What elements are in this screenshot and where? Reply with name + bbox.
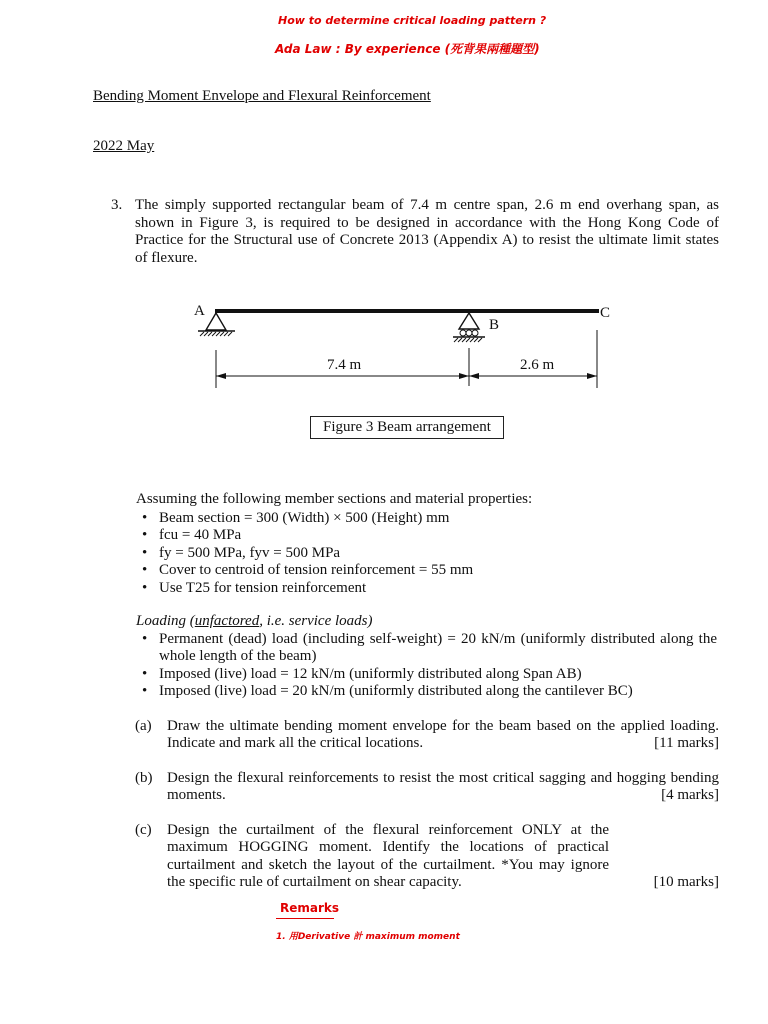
part-label: (c) — [135, 822, 152, 838]
ground-hatch-b — [454, 338, 482, 342]
question-intro: The simply supported rectangular beam of 7.4 m centre span, 2.6 m end overhang span, as shown in Figure 3, is required to be designed in accordance with the Hong Kong Code of Practice for the Structural use of Concrete 2013 (Appendix A) to resist the ultimate limit states of flexure. — [135, 197, 719, 266]
part-c — [135, 822, 719, 894]
page-title: Bending Moment Envelope and Flexural Reinforcement — [93, 88, 431, 104]
remarks-title: Remarks — [280, 901, 340, 915]
ground-hatch-a — [200, 332, 232, 336]
assumption-item: • Beam section = 300 (Width) × 500 (Height) mm — [137, 510, 717, 527]
beam — [215, 309, 599, 313]
loading-title: Loading (unfactored, i.e. service loads) — [136, 613, 373, 629]
remark-1: 1. 用Derivative 計 maximum moment — [276, 932, 460, 942]
beam-figure — [180, 298, 630, 398]
loading-list — [137, 631, 717, 701]
figure-caption: Figure 3 Beam arrangement — [310, 416, 504, 439]
span-bc-label: 2.6 m — [520, 357, 555, 373]
part-label: (a) — [135, 718, 152, 734]
assumption-item: • Use T25 for tension reinforcement — [137, 580, 717, 597]
question-number: 3. — [111, 197, 123, 213]
label-b: B — [489, 317, 500, 333]
pin-support-a — [206, 313, 226, 330]
part-marks: [11 marks] — [654, 735, 719, 752]
part-marks: [4 marks] — [661, 787, 719, 804]
part-a — [135, 718, 719, 758]
assumption-item: • Cover to centroid of tension reinforcement = 55 mm — [137, 562, 717, 579]
assumption-item: • fy = 500 MPa, fyv = 500 MPa — [137, 545, 717, 562]
span-ab-label: 7.4 m — [327, 357, 362, 373]
annotation-line1: How to determine critical loading pattern ? — [278, 14, 547, 27]
roller-support-b — [459, 313, 479, 329]
loading-item: • Imposed (live) load = 20 kN/m (uniformly distributed along the cantilever BC) — [137, 683, 717, 700]
part-text: Design the curtailment of the flexural reinforcement ONLY at the maximum HOGGING moment. Identify the locations of practical curtailment and sketch the layout of the curtailment. *You may ignore the specific rule of curtailment on shear capacity. — [167, 822, 609, 891]
remarks-underline — [276, 918, 334, 919]
part-text: Draw the ultimate bending moment envelope for the beam based on the applied loading. Indicate and mark all the critical locations. — [167, 718, 719, 752]
exam-date: 2022 May — [93, 138, 155, 154]
assumptions-list — [137, 510, 717, 597]
annotation-line2: Ada Law : By experience (死背果兩種題型) — [275, 42, 540, 56]
assumptions-title: Assuming the following member sections and material properties: — [136, 491, 533, 507]
label-c: C — [600, 305, 611, 321]
part-b — [135, 770, 719, 810]
loading-item: • Permanent (dead) load (including self-weight) = 20 kN/m (uniformly distributed along the whole length of the beam) — [137, 631, 717, 666]
loading-item: • Imposed (live) load = 12 kN/m (uniformly distributed along Span AB) — [137, 666, 717, 683]
part-marks: [10 marks] — [653, 874, 719, 891]
label-a: A — [194, 303, 205, 319]
part-text: Design the flexural reinforcements to resist the most critical sagging and hogging bending moments. — [167, 770, 719, 804]
part-label: (b) — [135, 770, 153, 786]
assumption-item: • fcu = 40 MPa — [137, 527, 717, 544]
